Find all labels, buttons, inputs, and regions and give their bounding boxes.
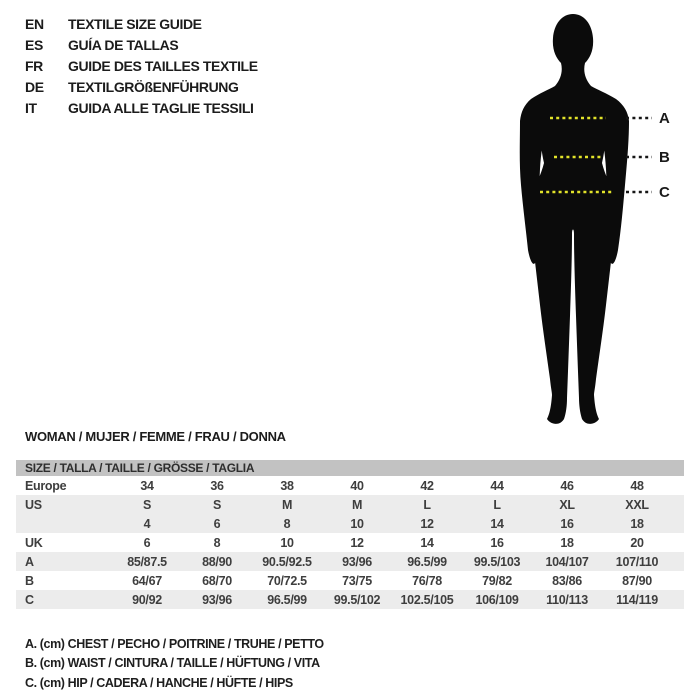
size-value: 40 <box>350 478 364 493</box>
size-value: XL <box>559 497 575 512</box>
size-value: 12 <box>420 516 434 531</box>
size-value: 68/70 <box>202 573 232 588</box>
marker-label-a: A <box>659 110 670 127</box>
size-value: 93/96 <box>342 554 372 569</box>
size-value: 90/92 <box>132 592 162 607</box>
language-code: IT <box>25 99 37 116</box>
size-value: 114/119 <box>616 592 658 607</box>
size-value: 12 <box>350 535 364 550</box>
size-value: 96.5/99 <box>267 592 307 607</box>
size-value: 46 <box>560 478 574 493</box>
marker-label-b: B <box>659 149 670 166</box>
size-value: 106/109 <box>475 592 519 607</box>
row-label: C <box>25 592 34 607</box>
size-value: 107/110 <box>615 554 659 569</box>
size-value: 96.5/99 <box>407 554 447 569</box>
language-row-es <box>25 34 258 55</box>
language-code: DE <box>25 78 44 95</box>
size-value: 10 <box>350 516 364 531</box>
size-table-row-uk <box>16 533 684 552</box>
size-value: 14 <box>490 516 504 531</box>
language-row-en <box>25 13 258 34</box>
language-guide-title: GUÍA DE TALLAS <box>68 36 179 53</box>
row-label: UK <box>25 535 43 550</box>
woman-silhouette <box>520 14 629 424</box>
size-value: 87/90 <box>622 573 652 588</box>
language-code: ES <box>25 36 43 53</box>
legend-line-c: C. (cm) HIP / CADERA / HANCHE / HÜFTE / HIPS <box>25 675 293 690</box>
size-table-header: SIZE / TALLA / TAILLE / GRÖSSE / TAGLIA <box>16 460 684 476</box>
language-guide-title: GUIDA ALLE TAGLIE TESSILI <box>68 99 254 116</box>
size-value: 64/67 <box>132 573 162 588</box>
language-row-it <box>25 97 258 118</box>
size-value: 70/72.5 <box>267 573 307 588</box>
size-value: 88/90 <box>202 554 232 569</box>
size-value: 93/96 <box>202 592 232 607</box>
size-value: 16 <box>560 516 574 531</box>
language-row-de <box>25 76 258 97</box>
size-value: 34 <box>140 478 154 493</box>
language-guide-title: TEXTILGRÖßENFÜHRUNG <box>68 78 239 95</box>
size-table-row-c <box>16 590 684 609</box>
gender-title: WOMAN / MUJER / FEMME / FRAU / DONNA <box>25 429 286 444</box>
size-value: 10 <box>280 535 294 550</box>
size-value: 18 <box>560 535 574 550</box>
legend-line-a: A. (cm) CHEST / PECHO / POITRINE / TRUHE / PETTO <box>25 636 324 651</box>
size-value: M <box>281 497 293 512</box>
size-value: 44 <box>490 478 504 493</box>
size-table-row-us-numeric <box>16 514 684 533</box>
measurement-legend <box>25 634 324 693</box>
size-value: 83/86 <box>552 573 582 588</box>
size-value: 18 <box>630 516 644 531</box>
language-guide-title: TEXTILE SIZE GUIDE <box>68 15 202 32</box>
size-value: S <box>142 497 152 512</box>
size-value: M <box>351 497 363 512</box>
size-value: 110/113 <box>546 592 588 607</box>
size-value: 85/87.5 <box>127 554 167 569</box>
size-value: L <box>493 497 501 512</box>
size-value: 102.5/105 <box>400 592 454 607</box>
row-label: A <box>25 554 34 569</box>
language-row-fr <box>25 55 258 76</box>
language-code: FR <box>25 57 43 74</box>
size-value: 4 <box>143 516 151 531</box>
language-title-list <box>25 13 258 118</box>
size-value: 20 <box>630 535 644 550</box>
size-value: 42 <box>420 478 434 493</box>
size-value: 36 <box>210 478 224 493</box>
size-value: L <box>423 497 431 512</box>
marker-label-c: C <box>659 184 670 201</box>
size-table-row-europe <box>16 476 684 495</box>
row-label: B <box>25 573 34 588</box>
size-value: 6 <box>143 535 151 550</box>
size-value: 79/82 <box>482 573 512 588</box>
size-table-row-b <box>16 571 684 590</box>
size-value: 99.5/103 <box>473 554 521 569</box>
size-value: 90.5/92.5 <box>262 554 312 569</box>
size-value: 76/78 <box>412 573 442 588</box>
size-value: 14 <box>420 535 434 550</box>
size-value: 38 <box>280 478 294 493</box>
size-value: 73/75 <box>342 573 372 588</box>
size-value: 104/107 <box>545 554 589 569</box>
size-value: 16 <box>490 535 504 550</box>
size-value: 6 <box>213 516 221 531</box>
woman-silhouette-figure <box>475 0 685 435</box>
row-label: Europe <box>25 478 67 493</box>
row-label: US <box>25 497 42 512</box>
language-guide-title: GUIDE DES TAILLES TEXTILE <box>68 57 258 74</box>
size-value: 99.5/102 <box>333 592 381 607</box>
size-value: S <box>212 497 222 512</box>
legend-line-b: B. (cm) WAIST / CINTURA / TAILLE / HÜFTUNG / VITA <box>25 656 320 671</box>
size-value: 8 <box>213 535 221 550</box>
size-table-row-us <box>16 495 684 514</box>
size-table-row-a <box>16 552 684 571</box>
size-table-body <box>16 476 684 609</box>
size-table <box>16 460 684 609</box>
language-code: EN <box>25 15 44 32</box>
size-value: XXL <box>625 497 649 512</box>
size-value: 48 <box>630 478 644 493</box>
size-value: 8 <box>283 516 291 531</box>
